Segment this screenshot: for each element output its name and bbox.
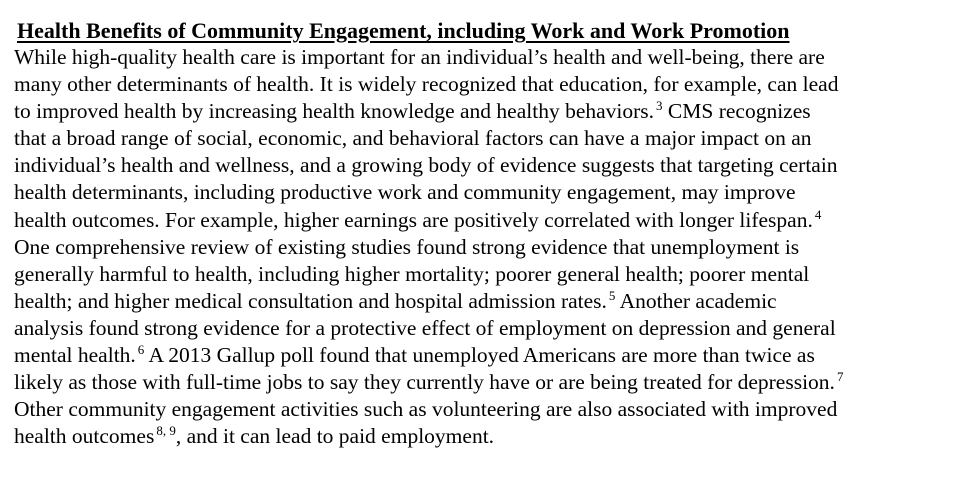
line-text: health outcomes	[14, 424, 155, 449]
footnote-reference: 7	[836, 369, 844, 385]
line-text: health determinants, including productive work and community engagement, may improve	[14, 180, 796, 205]
paragraph-line	[14, 261, 976, 288]
line-text-continued: , and it can lead to paid employment.	[175, 424, 495, 449]
section-heading: Health Benefits of Community Engagement, including Work and Work Promotion	[17, 18, 790, 43]
line-text: One comprehensive review of existing studies found strong evidence that unemployment is	[14, 234, 800, 259]
line-text: likely as those with full-time jobs to say they currently have or are being treated for depression.	[14, 370, 835, 395]
line-text: Other community engagement activities such as volunteering are also associated with improved	[14, 397, 838, 422]
line-text: mental health.	[14, 343, 136, 368]
footnote-reference: 3	[656, 98, 663, 114]
line-text: individual’s health and wellness, and a growing body of evidence suggests that targeting certain	[14, 153, 838, 178]
paragraph-line	[14, 369, 976, 396]
line-text-continued: A 2013 Gallup poll found that unemployed Americans are more than twice as	[144, 343, 815, 368]
line-text: generally harmful to health, including higher mortality; poorer general health; poorer mental	[14, 261, 810, 286]
paragraph-line	[14, 207, 976, 234]
paragraph-line	[14, 44, 976, 71]
line-text: health; and higher medical consultation and hospital admission rates.	[14, 288, 607, 313]
paragraph-line	[14, 179, 976, 206]
paragraph-line	[14, 342, 976, 369]
paragraph-line	[14, 315, 976, 342]
line-text: analysis found strong evidence for a protective effect of employment on depression and general	[14, 315, 836, 340]
paragraph-line	[14, 288, 976, 315]
paragraph-line	[14, 152, 976, 179]
paragraph-line	[14, 98, 976, 125]
footnote-reference: 8, 9	[156, 423, 176, 439]
document-body	[14, 18, 976, 450]
line-text: many other determinants of health. It is widely recognized that education, for example, can lead	[14, 72, 839, 97]
footnote-reference: 6	[137, 342, 145, 358]
line-text-continued: CMS recognizes	[662, 99, 811, 124]
line-text-continued: Another academic	[615, 288, 777, 313]
body-paragraph	[14, 44, 976, 450]
line-text: health outcomes. For example, higher earnings are positively correlated with longer lifespan.	[14, 207, 813, 232]
paragraph-line	[14, 234, 976, 261]
paragraph-line	[14, 423, 976, 450]
line-text: to improved health by increasing health knowledge and healthy behaviors.	[14, 99, 655, 124]
paragraph-line	[14, 71, 976, 98]
footnote-reference: 4	[814, 206, 822, 222]
line-text: that a broad range of social, economic, and behavioral factors can have a major impact on an	[14, 126, 812, 151]
line-text: While high-quality health care is important for an individual’s health and well-being, there are	[14, 45, 825, 69]
footnote-reference: 5	[608, 287, 616, 303]
paragraph-line	[14, 396, 976, 423]
paragraph-line	[14, 125, 976, 152]
